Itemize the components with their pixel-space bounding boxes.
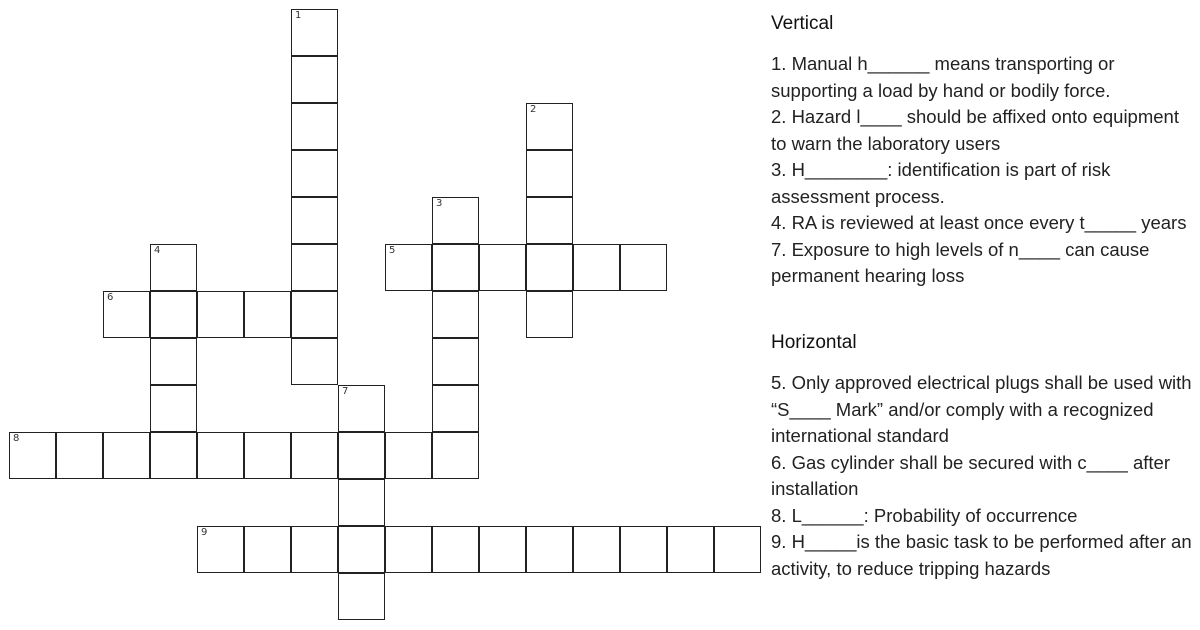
crossword-cell[interactable] xyxy=(432,197,479,244)
horizontal-heading: Horizontal xyxy=(771,332,857,353)
crossword-cell[interactable] xyxy=(291,103,338,150)
crossword-cell[interactable] xyxy=(526,103,573,150)
crossword-cell[interactable] xyxy=(150,291,197,338)
crossword-cell[interactable] xyxy=(291,150,338,197)
vertical-heading: Vertical xyxy=(771,13,834,34)
crossword-cell[interactable] xyxy=(432,291,479,338)
crossword-cell[interactable] xyxy=(103,432,150,479)
crossword-cell[interactable] xyxy=(291,526,338,573)
crossword-cell[interactable] xyxy=(9,432,56,479)
clue-item: 4. RA is reviewed at least once every t_____ years xyxy=(771,212,1187,233)
crossword-cell[interactable] xyxy=(244,432,291,479)
clue-item: 9. H_____is the basic task to be performed after an activity, to reduce tripping hazards xyxy=(771,531,1192,579)
crossword-cell[interactable] xyxy=(620,526,667,573)
crossword-cell[interactable] xyxy=(103,291,150,338)
crossword-cell[interactable] xyxy=(667,526,714,573)
crossword-cell[interactable] xyxy=(338,385,385,432)
crossword-cell[interactable] xyxy=(526,526,573,573)
crossword-cell[interactable] xyxy=(197,432,244,479)
crossword-cell[interactable] xyxy=(197,526,244,573)
crossword-cell[interactable] xyxy=(197,291,244,338)
clue-number: 7 xyxy=(342,386,349,397)
crossword-cell[interactable] xyxy=(244,291,291,338)
clue-number: 2 xyxy=(530,104,537,115)
crossword-cell[interactable] xyxy=(385,526,432,573)
crossword-cell[interactable] xyxy=(526,197,573,244)
clue-item: 6. Gas cylinder shall be secured with c____ after installation xyxy=(771,451,1170,499)
crossword-cell[interactable] xyxy=(338,573,385,620)
crossword-cell[interactable] xyxy=(526,291,573,338)
crossword-cell[interactable] xyxy=(620,244,667,291)
clue-number: 5 xyxy=(389,245,396,256)
horizontal-clue-list xyxy=(771,370,1196,582)
clue-item: 5. Only approved electrical plugs shall be used with “S____ Mark” and/or comply with a recognized international standard xyxy=(771,372,1192,446)
clue-number: 8 xyxy=(13,433,20,444)
crossword-cell[interactable] xyxy=(479,244,526,291)
crossword-cell[interactable] xyxy=(432,432,479,479)
crossword-cell[interactable] xyxy=(432,338,479,385)
crossword-cell[interactable] xyxy=(291,9,338,56)
crossword-cell[interactable] xyxy=(573,244,620,291)
clue-number: 1 xyxy=(295,10,302,21)
clue-item: 3. H________: identification is part of risk assessment process. xyxy=(771,159,1111,207)
clue-number: 3 xyxy=(436,198,443,209)
crossword-cell[interactable] xyxy=(291,244,338,291)
clue-number: 4 xyxy=(154,245,161,256)
crossword-cell[interactable] xyxy=(150,338,197,385)
clue-item: 7. Exposure to high levels of n____ can cause permanent hearing loss xyxy=(771,238,1150,286)
crossword-cell[interactable] xyxy=(526,244,573,291)
clue-item: 2. Hazard l____ should be affixed onto equipment to warn the laboratory users xyxy=(771,106,1179,154)
crossword-cell[interactable] xyxy=(244,526,291,573)
crossword-cell[interactable] xyxy=(56,432,103,479)
vertical-clue-list xyxy=(771,51,1196,290)
crossword-cell[interactable] xyxy=(291,432,338,479)
crossword-cell[interactable] xyxy=(385,432,432,479)
crossword-cell[interactable] xyxy=(150,244,197,291)
crossword-cell[interactable] xyxy=(338,526,385,573)
crossword-cell[interactable] xyxy=(291,56,338,103)
crossword-cell[interactable] xyxy=(479,526,526,573)
crossword-cell[interactable] xyxy=(714,526,761,573)
crossword-cell[interactable] xyxy=(338,432,385,479)
clue-number: 9 xyxy=(201,527,208,538)
crossword-cell[interactable] xyxy=(291,291,338,338)
crossword-cell[interactable] xyxy=(150,432,197,479)
crossword-cell[interactable] xyxy=(526,150,573,197)
crossword-cell[interactable] xyxy=(432,244,479,291)
crossword-cell[interactable] xyxy=(432,385,479,432)
clue-item: 8. L______: Probability of occurrence xyxy=(771,504,1078,526)
crossword-cell[interactable] xyxy=(291,197,338,244)
crossword-cell[interactable] xyxy=(291,338,338,385)
crossword-cell[interactable] xyxy=(385,244,432,291)
crossword-cell[interactable] xyxy=(150,385,197,432)
crossword-cell[interactable] xyxy=(338,479,385,526)
clue-number: 6 xyxy=(107,292,114,303)
clue-item: 1. Manual h______ means transporting or supporting a load by hand or bodily force. xyxy=(771,53,1115,101)
crossword-cell[interactable] xyxy=(573,526,620,573)
crossword-cell[interactable] xyxy=(432,526,479,573)
